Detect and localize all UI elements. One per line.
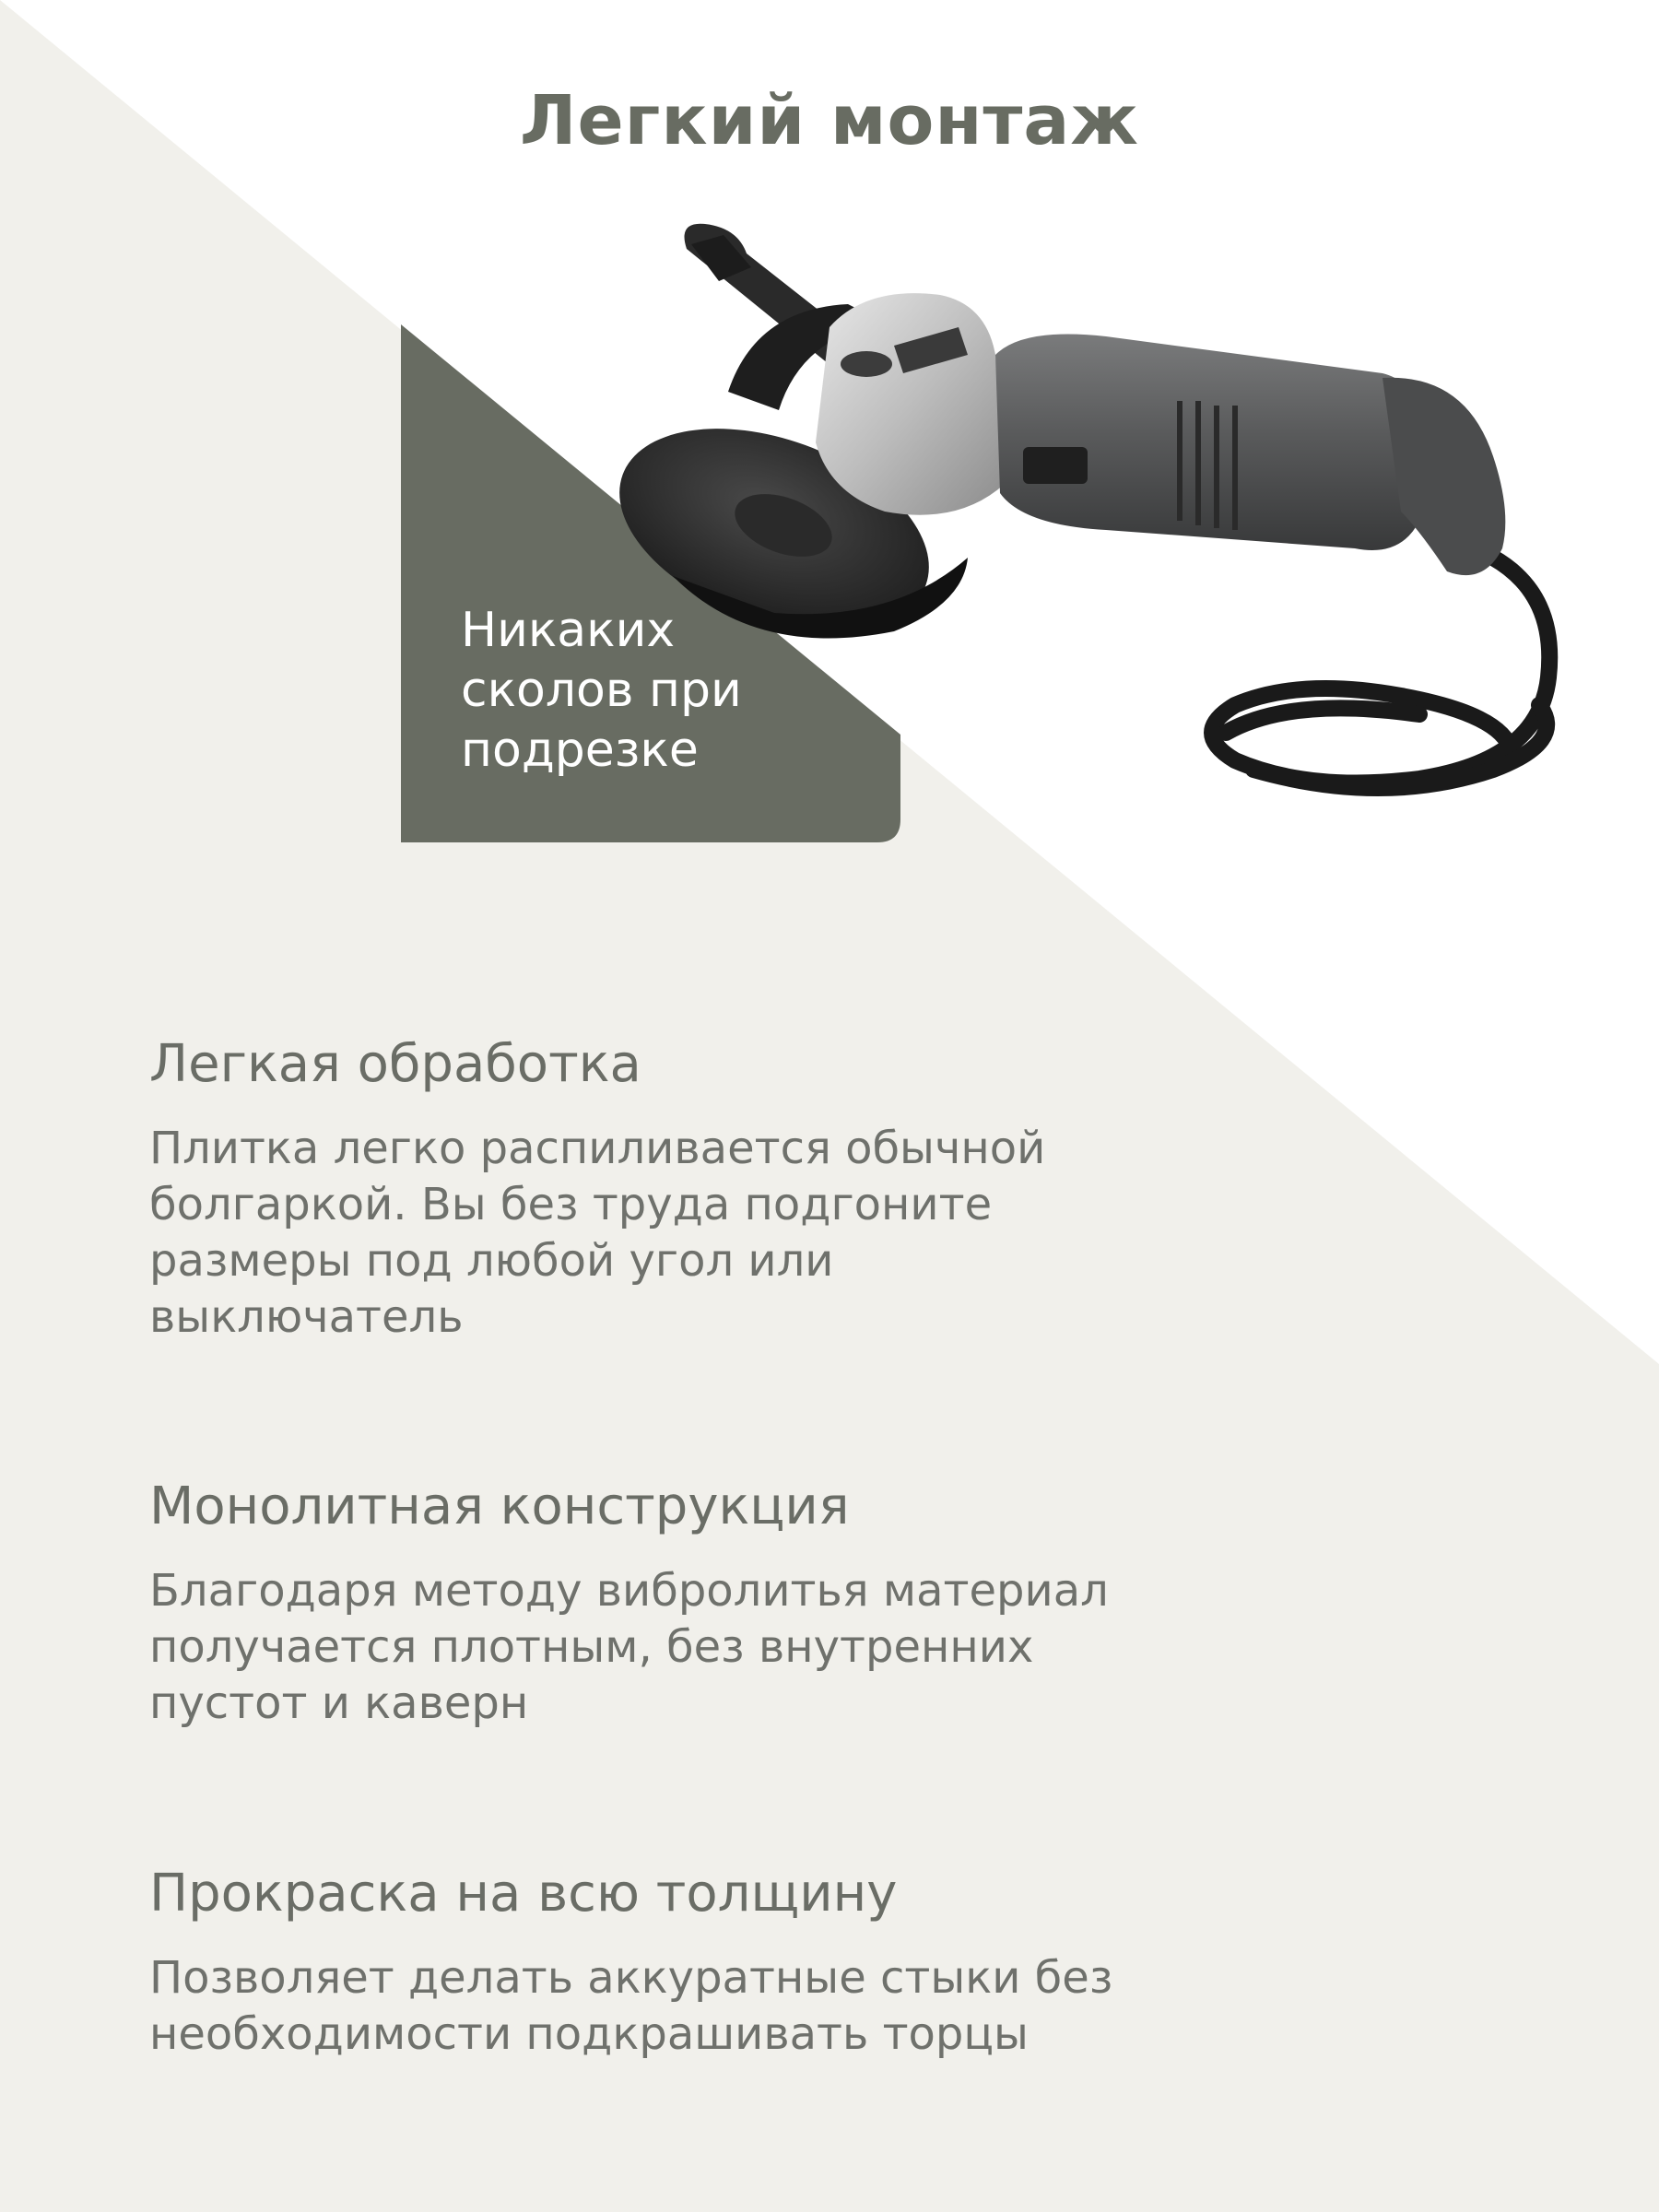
- feature-monolithic-construction: [149, 1475, 1255, 1732]
- feature-text: Позволяет делать аккуратные стыки без необходимости подкрашивать торцы: [149, 1952, 1113, 2060]
- callout-text: Никаких сколов при подрезке: [461, 603, 742, 778]
- angle-grinder-image: [590, 217, 1594, 834]
- page-title: Легкий монтаж: [520, 81, 1139, 160]
- feature-text: Плитка легко распиливается обычной болгаркой. Вы без труда подгоните размеры под любой угол или выключатель: [149, 1123, 1046, 1343]
- feature-title: Прокраска на всю толщину: [149, 1864, 898, 1924]
- feature-through-color: [149, 1862, 1255, 2063]
- feature-easy-processing: [149, 1032, 1255, 1346]
- feature-text: Благодаря методу вибролитья материал получается плотным, без внутренних пустот и каверн: [149, 1565, 1109, 1729]
- feature-title: Монолитная конструкция: [149, 1477, 850, 1536]
- feature-title: Легкая обработка: [149, 1034, 641, 1094]
